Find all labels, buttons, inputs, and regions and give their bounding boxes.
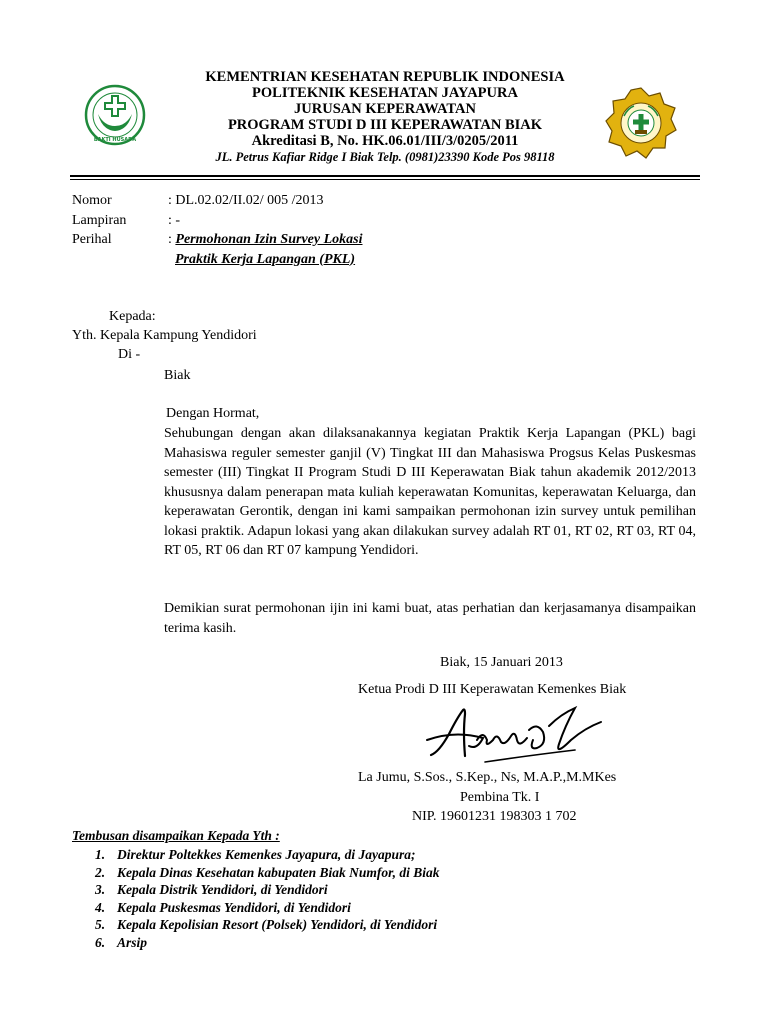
letterhead-polytechnic: POLITEKNIK KESEHATAN JAYAPURA [252,85,518,101]
letterhead-address: JL. Petrus Kafiar Ridge I Biak Telp. (0981)23390 Kode Pos 98118 [215,150,555,164]
body-paragraph-1: Sehubungan dengan akan dilaksanakannya kegiatan Praktik Kerja Lapangan (PKL) bagi Mahasiswa reguler semester ganjil (V) Tingkat III dan Mahasiswa Progsus Kelas Puskesmas semester (III) Tingkat II Program Studi D III Keperawatan Biak tahun akademik 2012/2013 khususnya dalam penerapan mata kuliah keperawatan Komunitas, keperawatan Keluarga, dan keperawatan Gerontik, dengan ini kami sampaikan permohonan izin survey untuk pemilihan lokasi praktik. Adapun lokasi yang akan dilakukan survey adalah RT 01, RT 02, RT 03, RT 04, RT 05, RT 06 dan RT 07 kampung Yendidori. [164,426,696,558]
letterhead-ministry: KEMENTRIAN KESEHATAN REPUBLIK INDONESIA [205,69,565,85]
letter-meta [72,191,672,271]
cc-title: Tembusan disampaikan Kepada Yth : [72,828,280,843]
nomor-value: : DL.02.02/II.02/ 005 /2013 [168,193,324,208]
recipient-di: Di - [118,347,141,362]
logo-left-text: BAKTI HUSADA [93,137,137,143]
letterhead-accreditation: Akreditasi B, No. HK.06.01/III/3/0205/2011 [251,133,519,149]
perihal-prefix: : [168,232,176,247]
letterhead-rule-thick [70,175,700,177]
letterhead-program: PROGRAM STUDI D III KEPERAWATAN BIAK [227,117,543,133]
signatory-position: Ketua Prodi D III Keperawatan Kemenkes Biak [358,682,627,697]
recipient-name: Yth. Kepala Kampung Yendidori [72,328,257,343]
greeting: Dengan Hormat, [166,406,260,421]
signatory-rank: Pembina Tk. I [460,790,540,805]
perihal-label: Perihal [72,232,112,247]
list-item: 5. Kepala Kepolisian Resort (Polsek) Yendidori, di Yendidori [95,917,438,932]
list-item: 1. Direktur Poltekkes Kemenkes Jayapura, di Jayapura; [95,847,416,862]
cc-list [95,846,440,951]
letterhead [150,69,620,165]
lampiran-label: Lampiran [72,212,127,228]
perihal-subject-line1: Permohonan Izin Survey Lokasi [175,232,363,247]
nomor-label: Nomor [72,193,112,208]
bakti-husada-logo [84,84,146,146]
list-item: 3. Kepala Distrik Yendidori, di Yendidori [95,882,328,897]
letterhead-department: JURUSAN KEPERAWATAN [294,101,476,117]
place-date: Biak, 15 Januari 2013 [440,655,563,670]
signatory-nip: NIP. 19601231 198303 1 702 [412,809,577,824]
recipient-city: Biak [164,368,191,383]
body-paragraph-2: Demikian surat permohonan ijin ini kami buat, atas perhatian dan kerjasamanya disampaikan terima kasih. [164,601,696,636]
list-item: 6. Arsip [95,934,148,950]
list-item: 2. Kepala Dinas Kesehatan kabupaten Biak Numfor, di Biak [95,864,440,880]
letterhead-rule-thin [70,179,700,180]
perihal-subject-line2: Praktik Kerja Lapangan (PKL) [175,251,356,267]
kepada-label: Kepada: [109,309,156,324]
poltekkes-seal-logo [604,86,678,160]
list-item: 4. Kepala Puskesmas Yendidori, di Yendidori [95,899,351,915]
signatory-name: La Jumu, S.Sos., S.Kep., Ns, M.A.P.,M.MKes [358,770,617,785]
lampiran-value: : - [168,212,181,228]
handwritten-signature [425,700,605,768]
